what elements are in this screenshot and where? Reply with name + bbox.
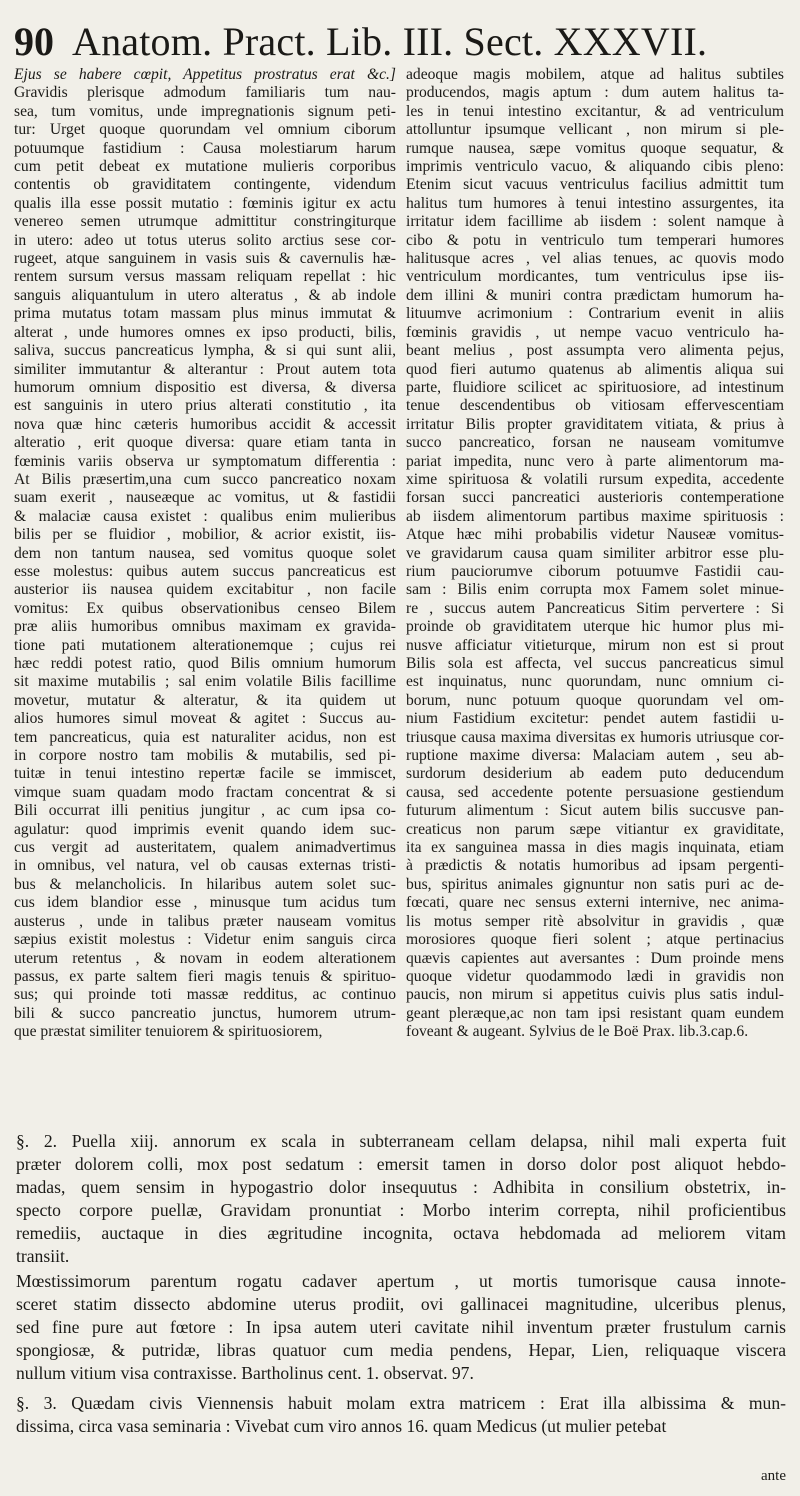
right-column-line: re , succus autem Pancreaticus Sitim pervertere : Si (406, 599, 784, 617)
left-column-line: tuitæ in tenui intestino repertæ facile se immiscet, (14, 765, 396, 783)
section-2b-line: sceret statim dissecto abdomine uterus prodiit, ovi gallinacei magnitudine, ulceribus plenus, (16, 1294, 786, 1314)
left-column-line: esse molestus: quibus autem succus pancreaticus est (14, 562, 396, 580)
left-column-line: cus idem blandior esse , minusque tum acidus tum (14, 894, 396, 912)
right-column-line: xime spirituosa & volatili rursum expedita, accedente (406, 470, 784, 488)
left-column-line: hæc reddi potest ratio, quod Bilis omnium humorum (14, 655, 396, 672)
section-3-line: dissima, circa vasa seminaria : Vivebat cum viro annos 16. quam Medicus (ut mulier petebat (16, 1416, 667, 1436)
right-column-line: quod fieri autumo quatenus ab alimentis aliqua sui (406, 360, 784, 378)
left-column-line: sit maxime mutabilis ; sal enim volatile Bilis facillime (14, 673, 396, 691)
left-column-line: austerior iis nausea quidem excitabitur , non facile (14, 581, 396, 599)
left-column (14, 66, 396, 1042)
right-column-line: tenue descendentibus ob vitiosam effervescentiam (406, 397, 784, 415)
left-column-line: venereo semen utrumque admittitur constringiturque (14, 213, 396, 231)
section-2-line: præter dolorem colli, mox post sedatum : emersit tamen in dorso dolor post aliquot hebdo- (16, 1154, 786, 1174)
right-column-line: Atque hæc mihi probabilis videtur Nauseæ vomitus- (406, 526, 784, 544)
right-column-line: imprimis ventriculo vacuo, & aliquando cibis pleno: (406, 158, 784, 176)
right-column-line: nium Fastidium excitetur: pendet autem fastidii u- (406, 710, 784, 728)
left-column-line: saliva, succus pancreaticus lympha, & si qui sunt alii, (14, 342, 396, 360)
section-3-line: §. 3. Quædam civis Viennensis habuit molam extra matricem : Erat illa albissima & mun- (16, 1393, 786, 1413)
right-column-line: fœcati, quare nec sensus externi internive, nec anima- (406, 894, 784, 912)
right-column-line: forsan succi pancreatici austerioris contemperatione (406, 489, 784, 507)
right-column-line: ruptione maxime diversa: Malaciam autem , seu ab- (406, 747, 784, 765)
left-column-line: dem non tantum nausea, sed vomitus quoque solet (14, 544, 396, 562)
section-2-line: transiit. (16, 1246, 70, 1266)
section-3-paragraph (16, 1392, 786, 1438)
left-column-line: vomitus: Ex quibus observationibus censeo Bilem (14, 599, 396, 617)
right-column-line: les in tenui intestino excitantur, & ad ventriculum (406, 102, 784, 120)
section-2b-line: nullum vitium visa contraxisse. Bartholinus cent. 1. observat. 97. (16, 1363, 474, 1383)
right-column-line: à prædictis & notatis humoribus ad ipsam pergenti- (406, 857, 784, 875)
right-column-line: attolluntur ipsumque vellicant , non mirum si ple- (406, 121, 784, 139)
right-column-line: quævis capientes aut aversantes : Dum proinde mens (406, 949, 784, 967)
left-column-line: in utero: adeo ut totus uterus solito arctius sese cor- (14, 231, 396, 249)
right-column-line: Etenim sicut vacuus ventriculus facilius admittit tum (406, 176, 784, 194)
left-column-line: suam exerit , nauseæque ac vomitus, ut & fastidii (14, 489, 396, 507)
left-column-line: contentis ob graviditatem contingente, videndum (14, 176, 396, 194)
left-column-line: Gravidis plerisque admodum familiaris tum nau- (14, 84, 396, 102)
right-column-line: cibo & potu in ventriculo tum temperari humores (406, 231, 784, 249)
running-header (14, 18, 760, 70)
right-column-line: producendos, magis aptum : dum autem halitus ta- (406, 84, 784, 102)
right-column-line: creaticus non parum sæpe vitiantur ex graviditate, (406, 820, 784, 838)
right-column-line: Bilis sola est affecta, vel succus pancreaticus simul (406, 655, 784, 672)
left-column-line: bus & melancholicis. In hilaribus autem solet suc- (14, 875, 396, 893)
section-2-line: §. 2. Puella xiij. annorum ex scala in subterraneam cellam delapsa, nihil mali experta fuit (16, 1131, 786, 1151)
right-column-line: ve gravidarum causa quam similiter arbitror esse plu- (406, 544, 784, 562)
section-2b-line: Mœstissimorum parentum rogatu cadaver apertum , ut mortis tumorisque causa innote- (16, 1271, 786, 1291)
section-2-line: remediis, auctaque in dies ægritudine incognita, octava hebdomada ad meliorem vitam (16, 1223, 786, 1243)
right-column-line: lituumve acrimonium : Contrarium evenit in aliis (406, 305, 784, 323)
right-column-line: paucis, non mirum si appetitus cuivis plus satis indul- (406, 986, 784, 1004)
left-column-line: humorum omnium dispositio est diversa, & diversa (14, 378, 396, 396)
right-column-line: fœminis gravidis , ut nempe vacuo ventriculo ha- (406, 323, 784, 341)
left-column-line: est sanguinis in utero prius alterati constitutio , ita (14, 397, 396, 415)
left-column-line: in corpore nostro tam mobilis & mutabilis, sed pi- (14, 747, 396, 765)
right-column-line: halitus tum humores à tenui intestino assurgentes, ita (406, 194, 784, 212)
left-column-line: At Bilis præsertim,una cum succo pancreatico noxam (14, 470, 396, 488)
left-column-line: rentem sursum versus massam reliquam repellat : hic (14, 268, 396, 286)
right-column-line: triusque causa maxima diversitas ex humoris utriusque cor- (406, 728, 784, 746)
section-2-paragraph (16, 1130, 786, 1268)
right-column-line: rium pauciorumve ciborum potuumve Fastidii cau- (406, 562, 784, 580)
left-column-line: que præstat similiter tenuiorem & spirituosiorem, (14, 1023, 323, 1041)
left-column-line: in omnibus, vel natura, vel ob causas externas tristi- (14, 857, 396, 875)
right-column-line: quoque videtur quodammodo lædi in gravidis non (406, 967, 784, 985)
left-column-line: alios humores simul moveat & agitet : Succus au- (14, 710, 396, 728)
left-column-line: potuumque fastidium : Causa molestiarum harum (14, 139, 396, 157)
right-column-line: sam : Bilis enim corrupta mox Famem solet minue- (406, 581, 784, 599)
right-column-line: succo pancreatico, forsan ne nauseam vomitumve (406, 434, 784, 452)
right-column-line: parte, fluidiore scilicet ac spirituosiore, ad intestinum (406, 378, 784, 396)
catchword: ante (761, 1468, 786, 1484)
section-2-line: madas, quem sensim in hypogastrio dolor insequutus : Adhibita in consilium obstetrix, in- (16, 1177, 786, 1197)
left-column-line: vimque suam quadam modo fractam concentrat & si (14, 783, 396, 801)
left-column-line: movetur, mutatur & alteratur, & ita quidem ut (14, 691, 396, 709)
right-column-line: rumque nausea, sæpe vomitus quoque sequatur, & (406, 139, 784, 157)
left-column-line: fœminis variis observa ur symptomatum differentia : (14, 452, 396, 470)
left-column-line: austerus , unde in talibus præter nauseam vomitus (14, 912, 396, 930)
left-column-line: sus; qui proinde toti massæ redditus, ac continuo (14, 986, 396, 1004)
section-2b-line: sed fine pure aut fœtore : In ipsa autem uteri cavitate nihil inventum præter frustulum carnis (16, 1317, 786, 1337)
left-column-line: uterum retentus , & novam in eodem alterationem (14, 949, 396, 967)
left-column-line: tione pati mutationem alterationemque ; cujus rei (14, 636, 396, 654)
left-column-line: Ejus se habere cœpit, Appetitus prostratus erat &c.] (14, 66, 396, 83)
left-column-line: cum petit debeat ex mutatione mulieris corporibus (14, 158, 396, 176)
right-column (406, 66, 784, 1042)
left-column-line: qualis illa esse possit mutatio : fœminis igitur ex actu (14, 194, 396, 212)
right-column-line: irritatur Bilis propter graviditatem vitiata, & prius à (406, 415, 784, 433)
left-column-line: tem pancreaticus, quia est naturaliter acidus, non est (14, 728, 396, 746)
right-column-line: halitusque acres , vel alias tenues, ac quovis modo (406, 250, 784, 268)
right-column-line: lis motus semper ritè absolvitur in gravidis , quæ (406, 912, 784, 930)
left-column-line: alterat , unde humores omnes ex ipso producti, bilis, (14, 323, 396, 341)
right-column-line: futurum alimentum : Sicut autem bilis succusve pan- (406, 802, 784, 820)
right-column-line: est inquinatus, nunc quorundam, nunc omnium ci- (406, 673, 784, 691)
page-number: 90 (14, 19, 54, 64)
right-column-line: geant pleræque,ac non tam ipsi resistant quam eundem (406, 1004, 784, 1022)
right-column-line: bus, spiritus animales gignuntur non satis puri ac de- (406, 875, 784, 893)
left-column-line: rugeet, atque sanguinem in vasis suis & cavernulis hæ- (14, 250, 396, 268)
left-column-line: bili & succo pancreatio junctus, humorem utrum- (14, 1004, 396, 1022)
left-column-line: prima mutatus totam massam plus minus immutat & (14, 305, 396, 323)
right-column-line: borum, nunc potuum quoque quorundam vel om- (406, 691, 784, 709)
two-column-body (14, 66, 786, 1126)
left-column-line: tur: Urget quoque quorundam vel omnium ciborum (14, 121, 396, 139)
right-column-line: foveant & augeant. Sylvius de le Boë Prax. lib.3.cap.6. (406, 1023, 749, 1041)
right-column-line: dem illini & muniri contra prædictam humorum ha- (406, 286, 784, 304)
section-2b-line: spongiosæ, & putridæ, libras quatuor cum media pendens, Hepar, Lien, reliquaque viscera (16, 1340, 786, 1360)
left-column-line: alteratio , erit quoque diversa: quare etiam tanta in (14, 434, 396, 452)
right-column-line: beant melius , post assumpta vero alimenta pejus, (406, 342, 784, 360)
right-column-line: proinde ob graviditatem uterque hic humor plus mi- (406, 618, 784, 636)
left-column-line: similiter immutantur & alterantur : Prout autem tota (14, 360, 396, 378)
right-column-line: causa, sed accedente potente persuasione gestiendum (406, 783, 784, 801)
section-2-line: specto corpore puellæ, Gravidam pronuntiat : Morbo interim correpta, nihil proficientibus (16, 1200, 786, 1220)
left-column-line: Bili occurrat illi penitius jungitur , ac cum ipsa co- (14, 802, 396, 820)
left-column-line: nova quæ hinc cæteris humoribus accidit & accessit (14, 415, 396, 433)
left-column-line: passus, ex parte saltem fieri magis tenuis & spirituo- (14, 967, 396, 985)
left-column-line: agulatur: quod imprimis evenit quando idem suc- (14, 820, 396, 838)
right-column-line: ventriculum mordicantes, tum ventriculus ipse iis- (406, 268, 784, 286)
right-column-line: pariat impedita, nunc vero à parte alimentorum ma- (406, 452, 784, 470)
running-title: Anatom. Pract. Lib. III. Sect. XXXVII. (72, 19, 708, 64)
left-column-line: & malaciæ causa existet : qualibus enim mulieribus (14, 507, 396, 525)
left-column-line: sanguis aliquantulum in utero alteratus , & ab indole (14, 286, 396, 304)
right-column-line: adeoque magis mobilem, atque ad halitus subtiles (406, 66, 784, 83)
right-column-line: morosiores quoque fieri solent ; atque pertinacius (406, 931, 784, 949)
right-column-line: irritatur idem facillime ab iisdem : solent namque à (406, 213, 784, 231)
right-column-line: ab iisdem alimentorum partibus maxime spirituosis : (406, 507, 784, 525)
left-column-line: præ aliis humoribus omnibus maximam ex gravida- (14, 618, 396, 636)
right-column-line: surdorum desiderium ab eadem puto deducendum (406, 765, 784, 783)
left-column-line: cus vergit ad austeritatem, qualem animadvertimus (14, 839, 396, 857)
right-column-line: ita ex sanguinea massa in dies magis inquinata, etiam (406, 839, 784, 857)
left-column-line: sea, tum vomitus, unde impregnationis signum peti- (14, 102, 396, 120)
left-column-line: sæpius existit molestus : Videtur enim sanguis circa (14, 931, 396, 949)
left-column-line: bilis per se fluidior , mobilior, & acrior existit, iis- (14, 526, 396, 544)
right-column-line: nusve afficiatur vitieturque, mirum non est si prout (406, 636, 784, 654)
section-2-continuation (16, 1270, 786, 1385)
